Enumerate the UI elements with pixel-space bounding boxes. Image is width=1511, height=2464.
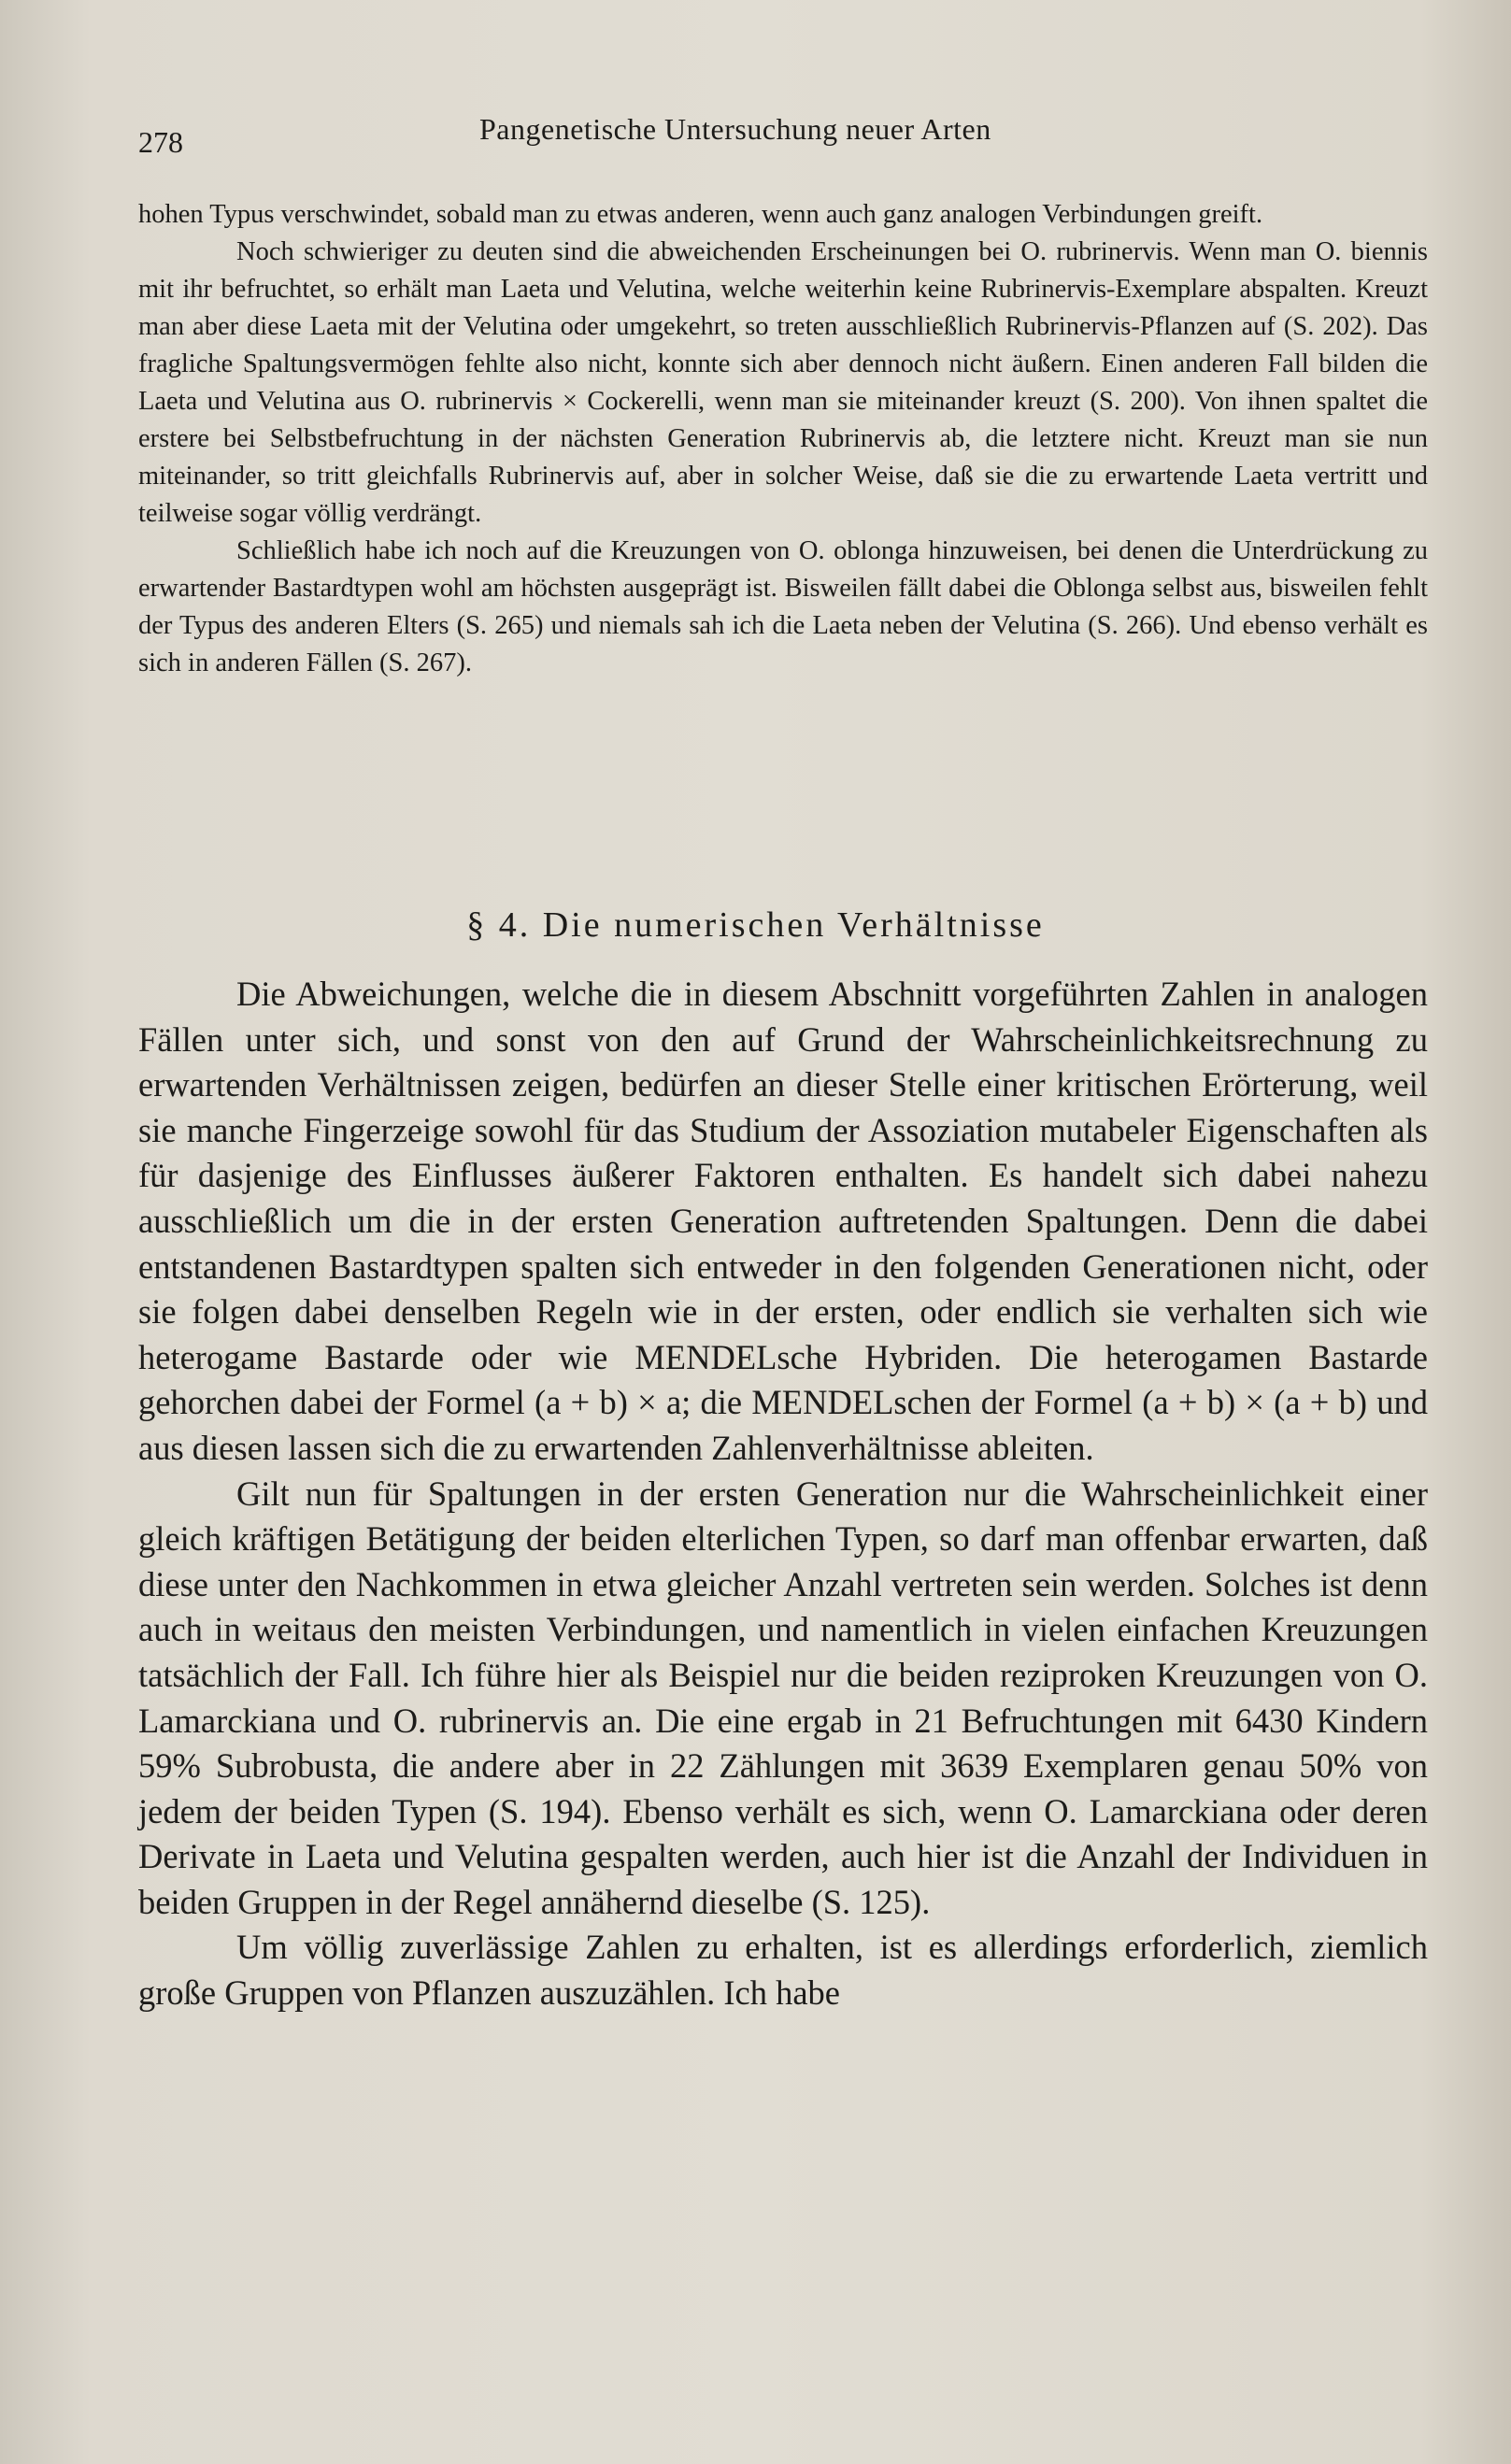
section-heading: § 4. Die numerischen Verhältnisse <box>466 905 1045 945</box>
running-head: Pangenetische Untersuchung neuer Arten <box>479 112 991 146</box>
paragraph: hohen Typus verschwindet, sobald man zu etwas anderen, wenn auch ganz analogen Verbindungen greift. <box>138 200 1263 229</box>
page-number: 278 <box>138 125 183 159</box>
paragraph: Um völlig zuverlässige Zahlen zu erhalten, ist es allerdings erforderlich, ziemlich große Gruppen von Pflanzen auszuzählen. Ich habe <box>138 1928 1428 2013</box>
paragraph: Gilt nun für Spaltungen in der ersten Generation nur die Wahrscheinlichkeit einer gleich kräftigen Betätigung der beiden elterlichen Typen, so darf man offenbar erwarten, daß diese unter den Nachkommen in etwa gleicher Anzahl vertreten sein werden. Solches ist denn auch in weitaus den meisten Verbindungen, und namentlich in vielen einfachen Kreuzungen tatsächlich der Fall. Ich führe hier als Beispiel nur die beiden reziproken Kreuzungen von O. Lamarckiana und O. rubrinervis an. Die eine ergab in 21 Befruchtungen mit 6430 Kindern 59% Subrobusta, die andere aber in 22 Zählungen mit 3639 Exemplaren genau 50% von jedem der beiden Typen (S. 194). Ebenso verhält es sich, wenn O. Lamarckiana oder deren Derivate in Laeta und Velutina gespalten werden, auch hier ist die Anzahl der Individuen in beiden Gruppen in der Regel annähernd dieselbe (S. 125). <box>138 1474 1428 1921</box>
paragraph: Noch schwieriger zu deuten sind die abweichenden Erscheinungen bei O. rubrinervis. Wenn man O. biennis mit ihr befruchtet, so erhält man Laeta und Velutina, welche weiterhin keine Rubrinervis-Exemplare abspalten. Kreuzt man aber diese Laeta mit der Velutina oder umgekehrt, so treten ausschließlich Rubrinervis-Pflanzen auf (S. 202). Das fragliche Spaltungsvermögen fehlte also nicht, konnte sich aber dennoch nicht äußern. Einen anderen Fall bilden die Laeta und Velutina aus O. rubrinervis × Cockerelli, wenn man sie miteinander kreuzt (S. 200). Von ihnen spaltet die erstere bei Selbstbefruchtung in der nächsten Generation Rubrinervis ab, die letztere nicht. Kreuzt man sie nun miteinander, so tritt gleichfalls Rubrinervis auf, aber in solcher Weise, daß sie die zu erwartende Laeta vertritt und teilweise sogar völlig verdrängt. <box>138 237 1428 528</box>
body-text <box>138 972 1428 2016</box>
paragraph: Schließlich habe ich noch auf die Kreuzungen von O. oblonga hinzuweisen, bei denen die Unterdrückung zu erwartender Bastardtypen wohl am höchsten ausgeprägt ist. Bisweilen fällt dabei die Oblonga selbst aus, bisweilen fehlt der Typus des anderen Elters (S. 265) und niemals sah ich die Laeta neben der Velutina (S. 266). Und ebenso verhält es sich in anderen Fällen (S. 267). <box>138 536 1428 677</box>
paragraph: Die Abweichungen, welche die in diesem Abschnitt vorgeführten Zahlen in analogen Fällen unter sich, und sonst von den auf Grund der Wahrscheinlichkeitsrechnung zu erwartenden Verhältnissen zeigen, bedürfen an dieser Stelle einer kritischen Erörterung, weil sie manche Fingerzeige sowohl für das Studium der Assoziation mutabeler Eigenschaften als für dasjenige des Einflusses äußerer Faktoren enthalten. Es handelt sich dabei nahezu ausschließlich um die in der ersten Generation auftretenden Spaltungen. Denn die dabei entstandenen Bastardtypen spalten sich entweder in den folgenden Generationen nicht, oder sie folgen dabei denselben Regeln wie in der ersten, oder endlich sie verhalten sich wie heterogame Bastarde oder wie MENDELsche Hybriden. Die heterogamen Bastarde gehorchen dabei der Formel (a + b) × a; die MENDELschen der Formel (a + b) × (a + b) und aus diesen lassen sich die zu erwartenden Zahlenverhältnisse ableiten. <box>138 975 1428 1467</box>
small-print-text <box>138 196 1428 682</box>
